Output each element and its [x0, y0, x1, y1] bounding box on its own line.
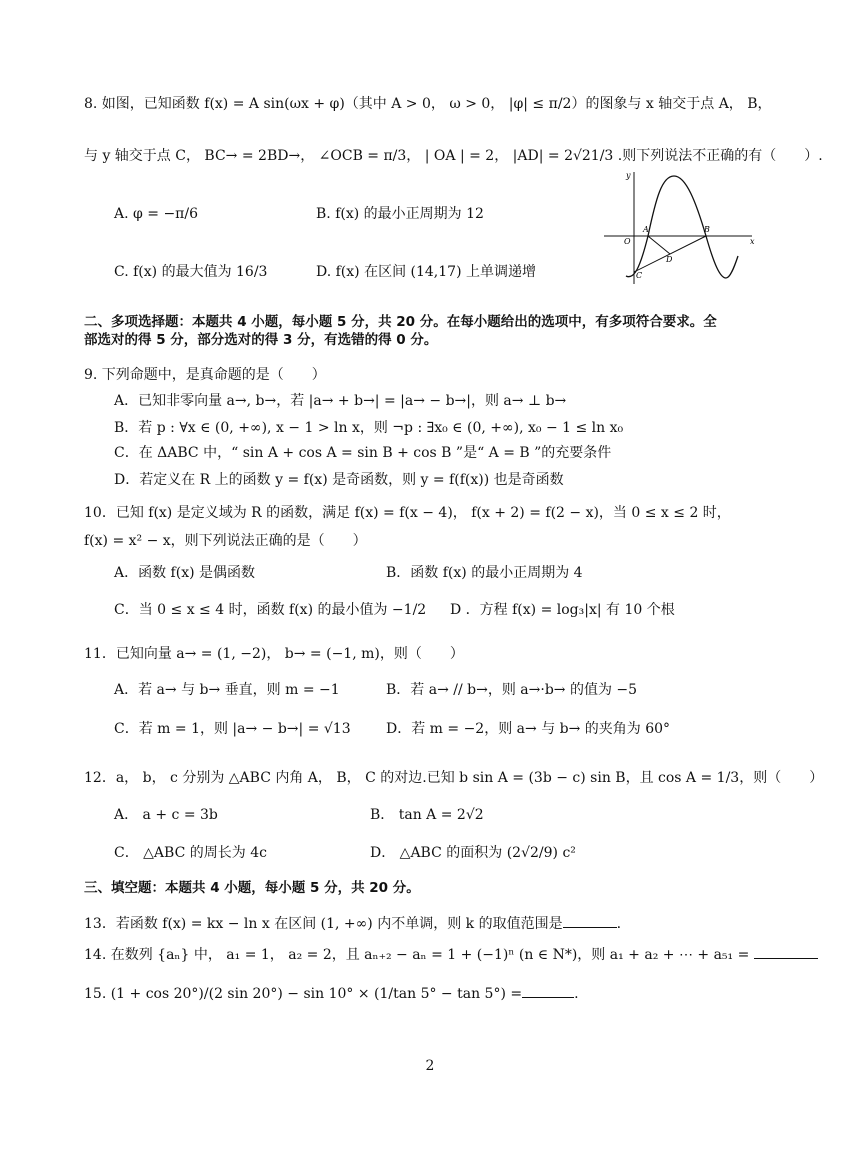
q10-option-c: C．当 0 ≤ x ≤ 4 时，函数 f(x) 的最小值为 −1/2	[114, 602, 427, 618]
q13-stem: 13．若函数 f(x) = kx − ln x 在区间 (1, +∞) 内不单调，则 k 的取值范围是	[84, 916, 563, 932]
q12-option-d: D． △ABC 的面积为 (2√2/9) c²	[370, 845, 576, 861]
q15-stem: 15. (1 + cos 20°)/(2 sin 20°) − sin 10° × (1/tan 5° − tan 5°) =	[84, 986, 523, 1002]
q10-option-d: D ．方程 f(x) = log₃|x| 有 10 个根	[450, 602, 675, 618]
q9-option-d: D．若定义在 R 上的函数 y = f(x) 是奇函数，则 y = f(f(x)) 也是奇函数	[114, 472, 564, 488]
q8-option-b: B. f(x) 的最小正周期为 12	[316, 206, 484, 222]
q8-option-d: D. f(x) 在区间 (14,17) 上单调递增	[316, 264, 536, 280]
label-x: x	[750, 237, 755, 246]
q8-option-a: A. φ = −π/6	[114, 206, 198, 222]
q12-option-b: B． tan A = 2√2	[370, 807, 484, 823]
q11-option-c: C．若 m = 1，则 |a→ − b→| = √13	[114, 721, 351, 737]
q14-answer-blank[interactable]	[754, 958, 818, 959]
segment-ad	[648, 236, 670, 254]
q11-option-b: B．若 a→ // b→，则 a→·b→ 的值为 −5	[386, 682, 638, 698]
q10-line1: 10．已知 f(x) 是定义域为 R 的函数，满足 f(x) = f(x − 4)， f(x + 2) = f(2 − x)，当 0 ≤ x ≤ 2 时，	[84, 505, 731, 521]
q9-stem: 9. 下列命题中，是真命题的是（ ）	[84, 367, 326, 383]
q8-line2: 与 y 轴交于点 C， BC→ = 2BD→， ∠OCB = π/3， | OA | = 2， |AD| = 2√21/3 .则下列说法不正确的有（ ）.	[84, 148, 823, 164]
q8-line1: 8. 如图，已知函数 f(x) = A sin(ωx + φ)（其中 A > 0， ω > 0， |φ| ≤ π/2）的图象与 x 轴交于点 A， B，	[84, 96, 772, 112]
label-b: B	[704, 225, 710, 234]
q12-option-a: A． a + c = 3b	[114, 807, 218, 823]
q10-option-a: A．函数 f(x) 是偶函数	[114, 565, 256, 581]
q11-option-d: D．若 m = −2，则 a→ 与 b→ 的夹角为 60°	[386, 721, 671, 737]
q11-option-a: A．若 a→ 与 b→ 垂直，则 m = −1	[114, 682, 340, 698]
q10-line2: f(x) = x² − x，则下列说法正确的是（ ）	[84, 533, 367, 549]
section-2-heading-line2: 部选对的得 5 分，部分选对的得 3 分，有选错的得 0 分。	[84, 332, 438, 348]
section-2-heading-line1: 二、多项选择题：本题共 4 小题，每小题 5 分，共 20 分。在每小题给出的选项中，有多项符合要求。全	[84, 314, 717, 330]
page-number: 2	[425, 1058, 435, 1074]
q13-text: 13．若函数 f(x) = kx − ln x 在区间 (1, +∞) 内不单调，则 k 的取值范围是 .	[84, 916, 622, 932]
label-y: y	[626, 171, 631, 180]
q14-text	[84, 945, 818, 965]
q10-option-b: B．函数 f(x) 的最小正周期为 4	[386, 565, 583, 581]
q15-answer-blank[interactable]	[522, 997, 574, 998]
q11-stem: 11．已知向量 a→ = (1, −2)， b→ = (−1, m)，则（ ）	[84, 646, 464, 662]
q14-stem: 14. 在数列 {aₙ} 中， a₁ = 1， a₂ = 2，且 aₙ₊₂ − aₙ = 1 + (−1)ⁿ (n ∈ N*)，则 a₁ + a₂ + ⋯ + a₅₁ =	[84, 947, 750, 963]
label-c: C	[636, 271, 643, 280]
q9-option-c: C．在 ΔABC 中，“ sin A + cos A = sin B + cos B ”是“ A = B ”的充要条件	[114, 445, 612, 461]
q9-option-b: B．若 p : ∀x ∈ (0, +∞), x − 1 > ln x，则 ¬p : ∃x₀ ∈ (0, +∞), x₀ − 1 ≤ ln x₀	[114, 420, 624, 436]
section-3-heading: 三、填空题：本题共 4 小题，每小题 5 分，共 20 分。	[84, 880, 420, 896]
q8-function-graph	[600, 168, 760, 286]
label-o: O	[624, 237, 631, 246]
q9-option-a: A．已知非零向量 a→, b→，若 |a→ + b→| = |a→ − b→|，则 a→ ⊥ b→	[114, 393, 567, 409]
q15-text: 15. (1 + cos 20°)/(2 sin 20°) − sin 10° × (1/tan 5° − tan 5°) = .	[84, 986, 579, 1002]
q13-answer-blank[interactable]	[563, 927, 617, 928]
q12-stem: 12．a， b， c 分别为 △ABC 内角 A， B， C 的对边.已知 b sin A = (3b − c) sin B，且 cos A = 1/3，则（ ）	[84, 770, 824, 786]
label-d: D	[666, 255, 673, 264]
q12-option-c: C． △ABC 的周长为 4c	[114, 845, 267, 861]
q8-option-c: C. f(x) 的最大值为 16/3	[114, 264, 268, 280]
label-a: A	[643, 225, 649, 234]
